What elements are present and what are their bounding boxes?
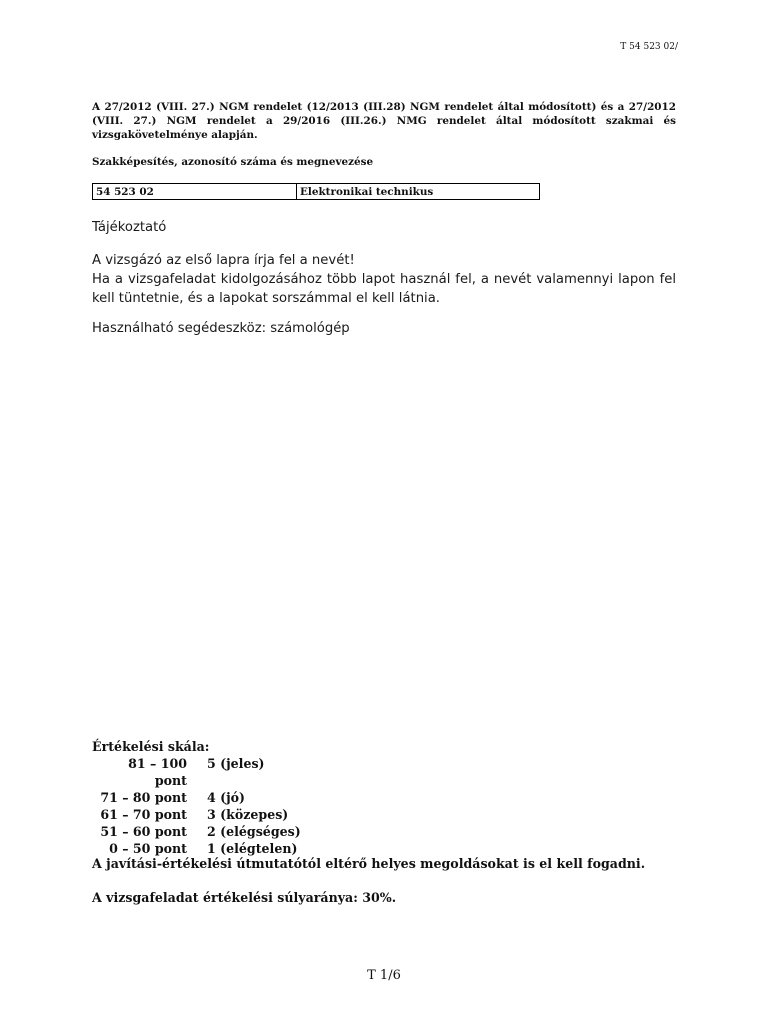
page-number: T 1/6 [367, 968, 401, 983]
qualification-code: 54 523 02 [93, 184, 297, 199]
grading-points: 0 – 50 pont [109, 841, 187, 856]
grading-scale-title: Értékelési skála: [92, 739, 210, 754]
grading-grade: 1 (elégtelen) [207, 841, 298, 856]
alternative-solutions-note: A javítási-értékelési útmutatótól eltérő helyes megoldásokat is el kell fogadni. [92, 856, 646, 871]
document-code: T 54 523 02/ [620, 42, 678, 52]
grading-row [92, 789, 301, 806]
weight-note: A vizsgafeladat értékelési súlyaránya: 30%. [92, 890, 397, 905]
info-tools: Használható segédeszköz: számológép [92, 321, 350, 336]
grading-points: 61 – 70 pont [100, 807, 187, 822]
grading-row [92, 840, 301, 857]
grading-row [92, 755, 301, 789]
grading-grade: 2 (elégséges) [207, 824, 301, 839]
grading-row [92, 823, 301, 840]
info-paragraph-2: Ha a vizsgafeladat kidolgozásához több lapot használ fel, a nevét valamennyi lapon fel kell tüntetnie, és a lapokat sorszámmal el kell látnia. [92, 272, 676, 306]
info-title: Tájékoztató [92, 220, 167, 235]
grading-grade: 3 (közepes) [207, 807, 289, 822]
grading-points: 51 – 60 pont [100, 824, 187, 839]
qualification-heading: Szakképesítés, azonosító száma és megnevezése [92, 156, 374, 168]
info-paragraph-1: A vizsgázó az első lapra írja fel a nevét! [92, 253, 355, 268]
grading-points: 81 – 100 pont [128, 756, 187, 788]
legal-reference: A 27/2012 (VIII. 27.) NGM rendelet (12/2013 (III.28) NGM rendelet által módosított) és a 27/2012 (VIII. 27.) NGM rendelet a 29/2016 (III.26.) NMG rendelet által módosított szakmai és vizsgakövetelménye alapján. [92, 101, 676, 141]
grading-scale [92, 738, 301, 857]
qualification-name: Elektronikai technikus [300, 185, 434, 198]
grading-grade: 4 (jó) [207, 790, 246, 805]
grading-points: 71 – 80 pont [100, 790, 187, 805]
grading-grade: 5 (jeles) [207, 756, 265, 771]
qualification-table [92, 183, 540, 200]
grading-row [92, 806, 301, 823]
